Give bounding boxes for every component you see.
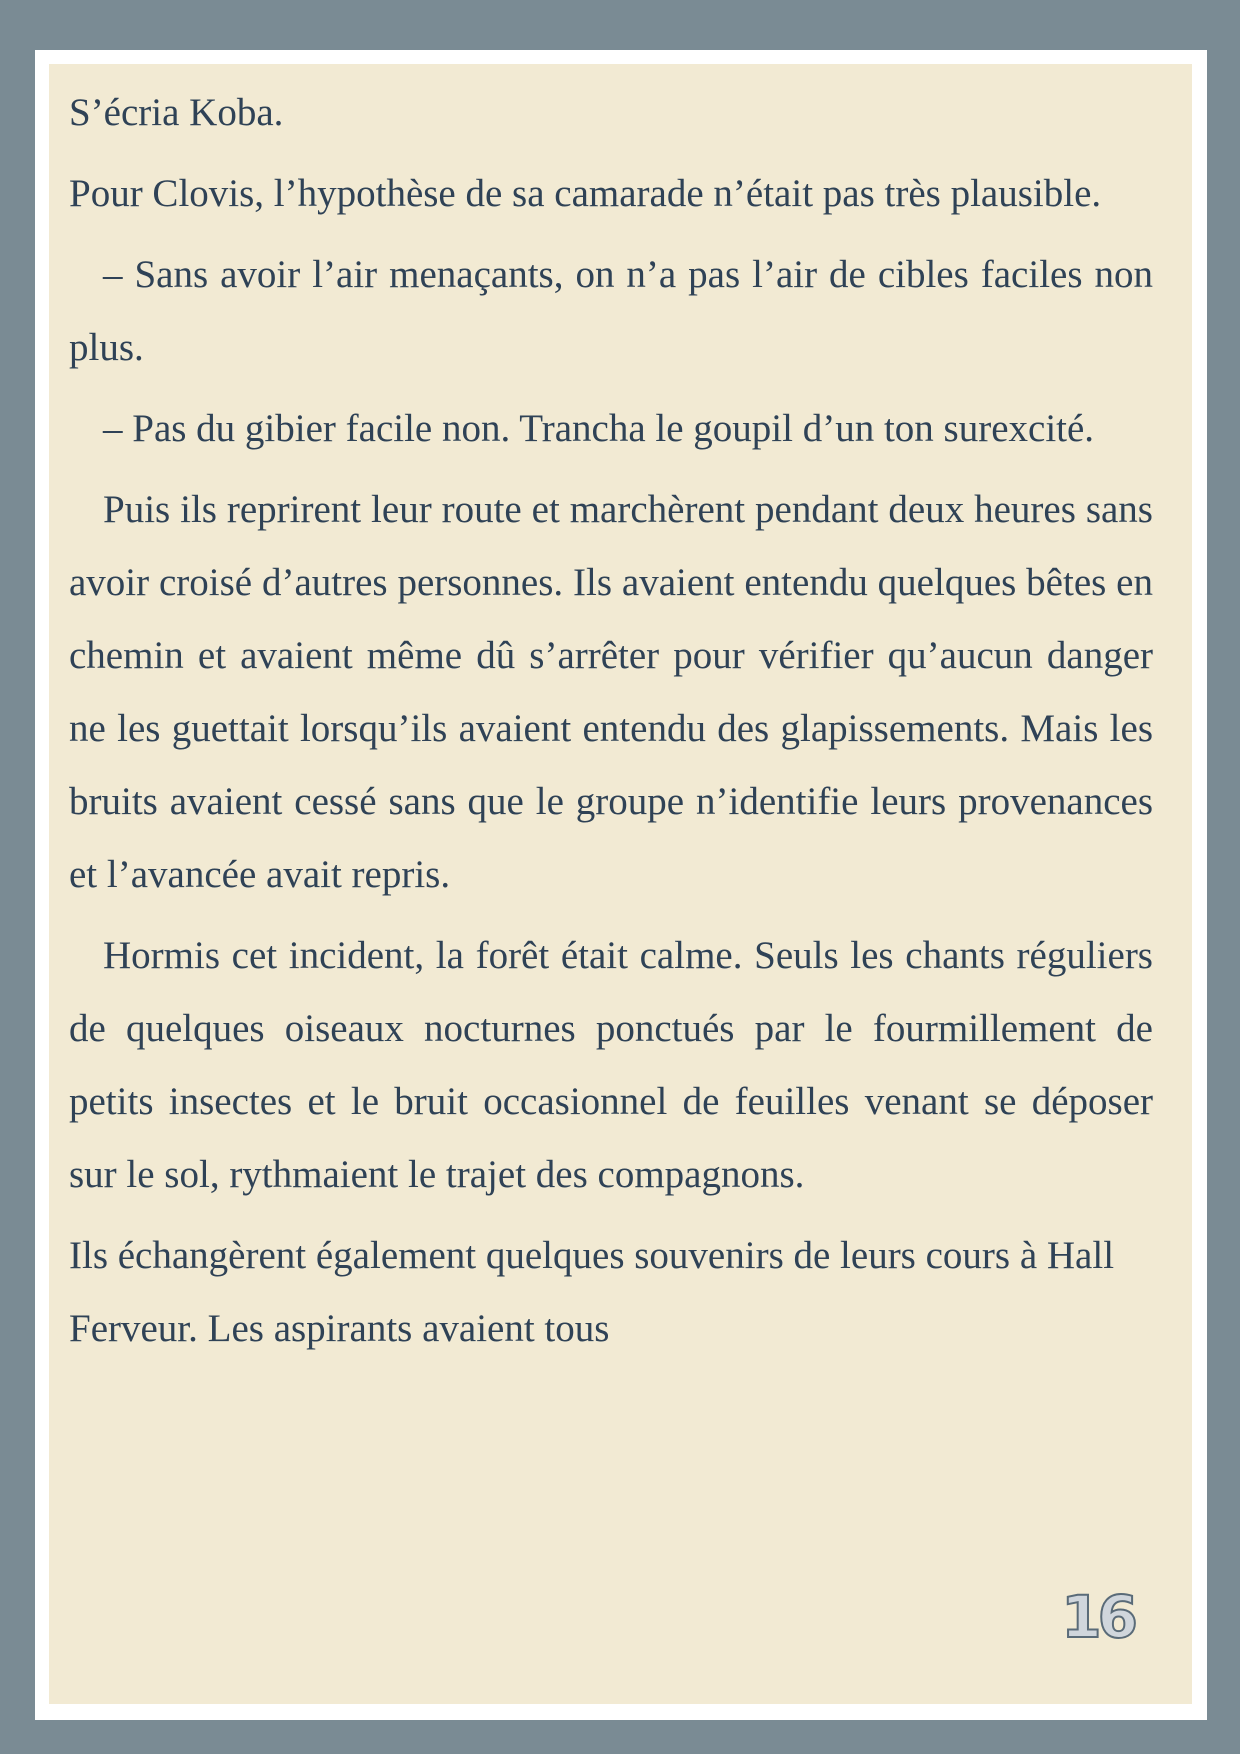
paragraph-2: Pour Clovis, l’hypothèse de sa camarade n’était pas très plausible.: [69, 172, 1102, 215]
paragraph-3: – Sans avoir l’air menaçants, on n’a pas l’air de cibles faciles non plus.: [69, 253, 1153, 369]
book-page: [49, 64, 1192, 1704]
paragraph-5: Puis ils reprirent leur route et marchèrent pendant deux heures sans avoir croisé d’autres personnes. Ils avaient entendu quelques bêtes en chemin et avaient même dû s’arrêter pour vérifier qu’aucun danger ne les guettait lorsqu’ils avaient entendu des glapissements. Mais les bruits avaient cessé sans que le groupe n’identifie leurs provenances et l’avancée avait repris.: [69, 488, 1153, 896]
body-text: [69, 76, 1153, 1373]
paragraph-1: S’écria Koba.: [69, 91, 284, 134]
page-number: 16: [1061, 1583, 1134, 1651]
paragraph-6: Hormis cet incident, la forêt était calme. Seuls les chants réguliers de quelques oiseaux nocturnes ponctués par le fourmillement de petits insectes et le bruit occasionnel de feuilles venant se déposer sur le sol, rythmaient le trajet des compagnons.: [69, 934, 1153, 1196]
paragraph-7: Ils échangèrent également quelques souvenirs de leurs cours à Hall Ferveur. Les aspirants avaient tous: [69, 1234, 1115, 1350]
paragraph-4: – Pas du gibier facile non. Trancha le goupil d’un ton surexcité.: [103, 407, 1095, 450]
